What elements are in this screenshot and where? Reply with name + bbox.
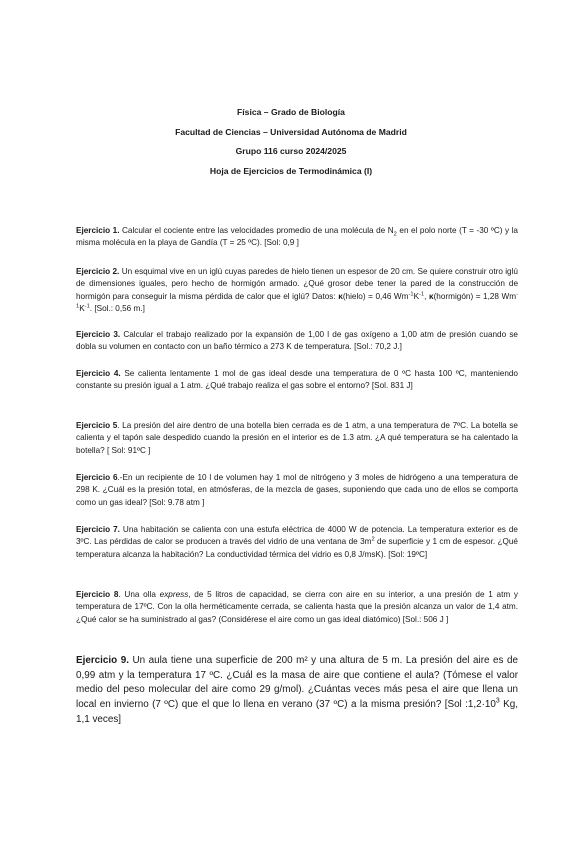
faculty-line: Facultad de Ciencias – Universidad Autónoma de Madrid xyxy=(175,126,407,137)
exercise-text: (hielo) = 0,46 Wm xyxy=(342,291,409,301)
exercise-text: Se calienta lentamente 1 mol de gas ideal desde una temperatura de 0 ºC hasta 100 ºC, manteniendo constante su presión igual a 1 atm. ¿Qué trabajo realiza el gas sobre el entorno? [Sol. 831 J] xyxy=(76,369,518,391)
exercise-label: Ejercicio 9. xyxy=(76,655,129,666)
group-line: Grupo 116 curso 2024/2025 xyxy=(235,146,347,156)
exercise-text: Kg, 1,1 veces] xyxy=(76,699,518,725)
exercise-label: Ejercicio 3. xyxy=(76,330,121,339)
exercise-9 xyxy=(76,654,518,728)
exercise-text: de superficie y 1 cm de espesor. ¿Qué temperatura alcanza la habitación? La conductividad térmica del vidrio es 0,8 J/msK). [Sol: 19ºC] xyxy=(76,537,518,559)
superscript: 3 xyxy=(495,697,500,705)
exercise-text: .-En un recipiente de 10 l de volumen hay 1 mol de nitrógeno y 3 moles de hidrógeno a una temperatura de 298 K. ¿Cuál es la presión total, en atmósferas, de la mezcla de gases, suponiendo que cada uno de ellos se comporta como un gas ideal? [Sol: 9.78 atm ] xyxy=(76,473,519,507)
course-title: Física – Grado de Biología xyxy=(237,107,345,117)
exercise-4 xyxy=(76,368,518,393)
exercise-text: K xyxy=(79,304,85,314)
exercise-3 xyxy=(76,329,518,354)
subscript: 2 xyxy=(393,231,397,238)
kappa-symbol: κ xyxy=(338,291,343,301)
exercise-text: Un aula tiene una superficie de 200 m² y una altura de 5 m. La presión del aire es de 0,99 atm y la temperatura 17 ºC. ¿Cuál es la masa de aire que contiene el aula? (Tómese el valor medio del peso molecular del aire como 29 g/mol). ¿Cuántas veces más pesa el aire que llena un local en invierno (7 ºC) que el que lo llena en verano (37 ºC) a la misma presión? [Sol :1,2·10 xyxy=(76,655,518,711)
exercise-6 xyxy=(76,472,518,509)
exercise-text: Un esquimal vive en un iglú cuyas paredes de hielo tienen un espesor de 20 cm. Se quiere construir otro iglú de dimensiones iguales, pero hecho de hormigón armado. ¿Qué grosor debe tener la pared de la construcción de hormigón para conseguir la misma pérdida de calor que el iglú? Datos: xyxy=(76,267,518,301)
superscript: 2 xyxy=(371,536,375,543)
exercise-text: , de 5 litros de capacidad, se cierra con aire en su interior, a una presión de 1 atm y temperatura de 17ºC. Con la olla herméticamente cerrada, se calienta hasta que la presión alcanza un valor de 1,4 atm. ¿Qué calor se ha suministrado al gas? (Considérese el aire como un gas ideal diatómico) [Sol.: 506 J ] xyxy=(76,590,519,624)
superscript: -1 xyxy=(84,303,90,310)
superscript: -1 xyxy=(408,291,414,298)
exercise-label: Ejercicio 1. xyxy=(76,226,120,235)
exercise-label: Ejercicio 7. xyxy=(76,525,120,534)
exercise-label: Ejercicio 2. xyxy=(76,267,120,276)
superscript: -1 xyxy=(76,291,518,310)
exercise-label: Ejercicio 4. xyxy=(76,369,121,378)
exercise-text: , xyxy=(424,291,429,301)
exercise-1 xyxy=(76,225,518,250)
exercise-8 xyxy=(76,589,518,626)
superscript: -1 xyxy=(419,291,425,298)
exercise-label: Ejercicio 8 xyxy=(76,590,119,599)
sheet-title: Hoja de Ejercicios de Termodinámica (I) xyxy=(209,165,373,176)
exercise-2 xyxy=(76,266,518,316)
exercise-5 xyxy=(76,420,518,457)
document-header xyxy=(0,103,582,181)
exercise-text: Calcular el cociente entre las velocidades promedio de una molécula de N xyxy=(119,226,394,235)
exercise-text: . La presión del aire dentro de una botella bien cerrada es de 1 atm, a una temperatura de 7ºC. La botella se calienta y el tapón sale despedido cuando la presión en el interior es de 1.3 atm. ¿A qué temperatura se ha calentado la botella? [ Sol: 91ºC ] xyxy=(76,421,518,455)
emphasis-text: express xyxy=(159,590,189,599)
exercise-7 xyxy=(76,524,518,561)
exercise-text: (hormigón) = 1,28 Wm xyxy=(433,291,517,301)
kappa-symbol: κ xyxy=(429,291,434,301)
exercise-text: . Una olla xyxy=(118,590,160,599)
exercise-label: Ejercicio 5 xyxy=(76,421,118,430)
exercise-text: Una habitación se calienta con una estufa eléctrica de 4000 W de potencia. La temperatura exterior es de 3ºC. Las pérdidas de calor se producen a través del vidrio de una ventana de 3m xyxy=(76,525,518,547)
exercise-text: K xyxy=(413,291,420,301)
exercise-text: Calcular el trabajo realizado por la expansión de 1,00 l de gas oxígeno a 1,00 atm de presión cuando se dobla su volumen en contacto con un baño térmico a 273 K de temperatura. [Sol.: 70,2 J.] xyxy=(76,330,518,352)
exercise-label: Ejercicio 6 xyxy=(76,473,118,482)
exercise-text: . [Sol.: 0,56 m.] xyxy=(89,304,145,314)
exercise-text: en el polo norte (T = -30 ºC) y la misma molécula en la playa de Gandía (T = 25 ºC). [Sol: 0,9 ] xyxy=(76,226,518,248)
